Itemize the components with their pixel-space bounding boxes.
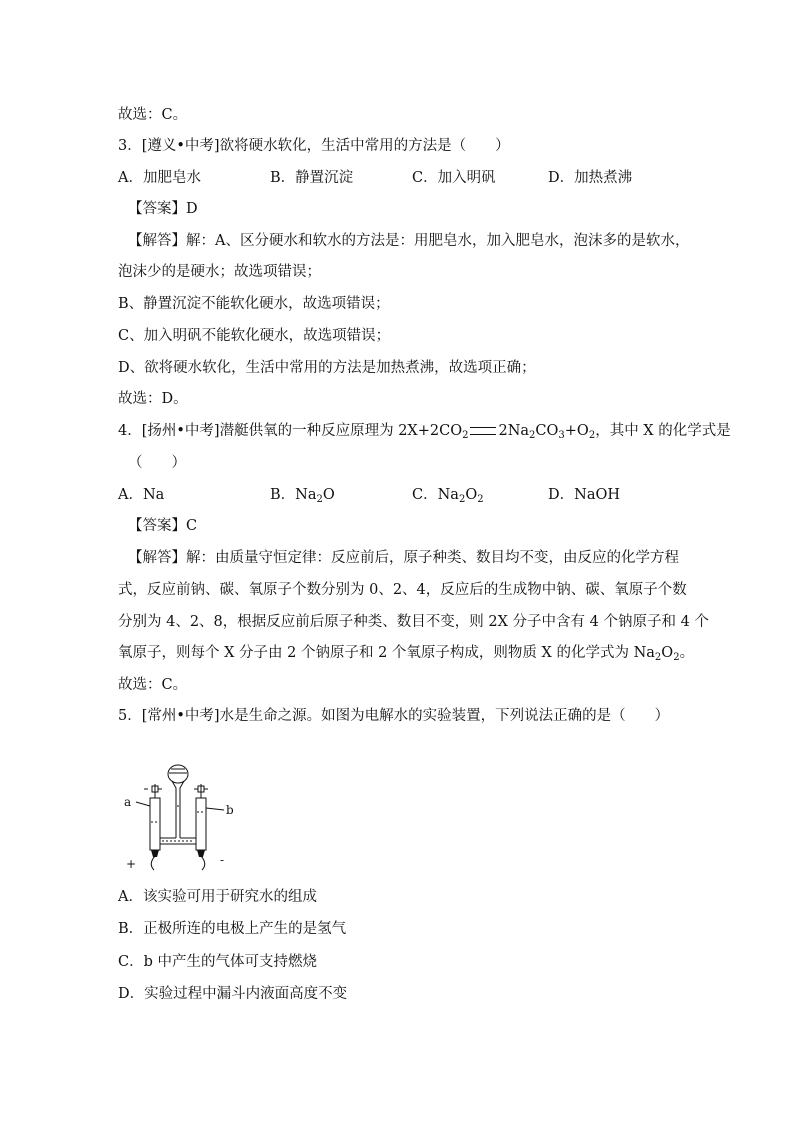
tube-b: [196, 798, 206, 850]
q3-result: 故选：D。: [118, 391, 188, 407]
q5-stem: 5．[常州•中考]水是生命之源。如图为电解水的实验装置，下列说法正确的是（ ）: [118, 708, 670, 724]
q4-analysis-line2: 式，反应前钠、碳、氧原子个数分别为 0、2、4，反应后的生成物中钠、碳、氧原子个数: [118, 582, 687, 598]
q4-stem: 4．[扬州•中考]潜艇供氧的一种反应原理为 $2X+2CO_2$ $2Na_2CO_3+O_2$，其中 X 的化学式是: [118, 423, 731, 441]
q3-analysis-line5: D、欲将硬水软化，生活中常用的方法是加热煮沸，故选项正确；: [118, 360, 536, 376]
q5-option-a: A．该实验可用于研究水的组成: [118, 889, 317, 905]
q3-analysis-line1: 【解答】解：A、区分硬水和软水的方法是：用肥皂水，加入肥皂水，泡沫多的是软水，: [128, 233, 690, 249]
q3-answer: 【答案】D: [128, 201, 198, 217]
q4-option-c: C．$Na_2O_2$: [412, 487, 484, 505]
q3-option-a: A．加肥皂水: [118, 170, 201, 186]
label-minus: -: [220, 853, 225, 867]
q4-paren: （ ）: [128, 455, 186, 471]
label-plus: +: [126, 857, 137, 871]
electrolysis-apparatus-figure: [118, 760, 248, 878]
q4-analysis-line1: 【解答】解：由质量守恒定律：反应前后，原子种类、数目均不变，由反应的化学方程: [128, 550, 679, 566]
q3-analysis-line3: B、静置沉淀不能软化硬水，故选项错误；: [118, 296, 390, 312]
label-a: a: [124, 795, 132, 809]
funnel-bulb: [168, 765, 188, 783]
q4-answer: 【答案】C: [128, 518, 198, 534]
label-b: b: [226, 803, 234, 817]
electrode-right: [197, 850, 205, 857]
q3-option-b: B．静置沉淀: [270, 170, 354, 186]
q4-analysis-line4: 氧原子，则每个 X 分子由 2 个钠原子和 2 个氧原子构成，则物质 X 的化学式为 $Na_2O_2$。: [118, 645, 695, 663]
q3-stem: 3．[遵义•中考]欲将硬水软化，生活中常用的方法是（ ）: [118, 138, 510, 154]
electrode-left: [151, 850, 159, 857]
q4-option-a: A．Na: [118, 487, 165, 503]
tube-a: [150, 798, 160, 850]
q2-result: 故选：C。: [118, 107, 188, 123]
q3-option-d: D．加热煮沸: [548, 170, 633, 186]
q5-option-d: D．实验过程中漏斗内液面高度不变: [118, 986, 348, 1002]
q4-option-b: B．$Na_2O$: [270, 487, 335, 505]
equals-sign-icon: [470, 427, 496, 435]
q5-option-b: B．正极所连的电极上产生的是氢气: [118, 921, 347, 937]
q3-option-c: C．加入明矾: [412, 170, 496, 186]
q3-analysis-line4: C、加入明矾不能软化硬水，故选项错误；: [118, 328, 391, 344]
q5-option-c: C．b 中产生的气体可支持燃烧: [118, 954, 317, 970]
q4-analysis-line3: 分别为 4、2、8，根据反应前后原子种类、数目不变，则 2X 分子中含有 4 个钠原子和 4 个: [118, 614, 709, 630]
q4-result: 故选：C。: [118, 677, 188, 693]
q4-option-d: D．NaOH: [548, 487, 620, 503]
q3-analysis-line2: 泡沫少的是硬水；故选项错误；: [118, 264, 321, 280]
